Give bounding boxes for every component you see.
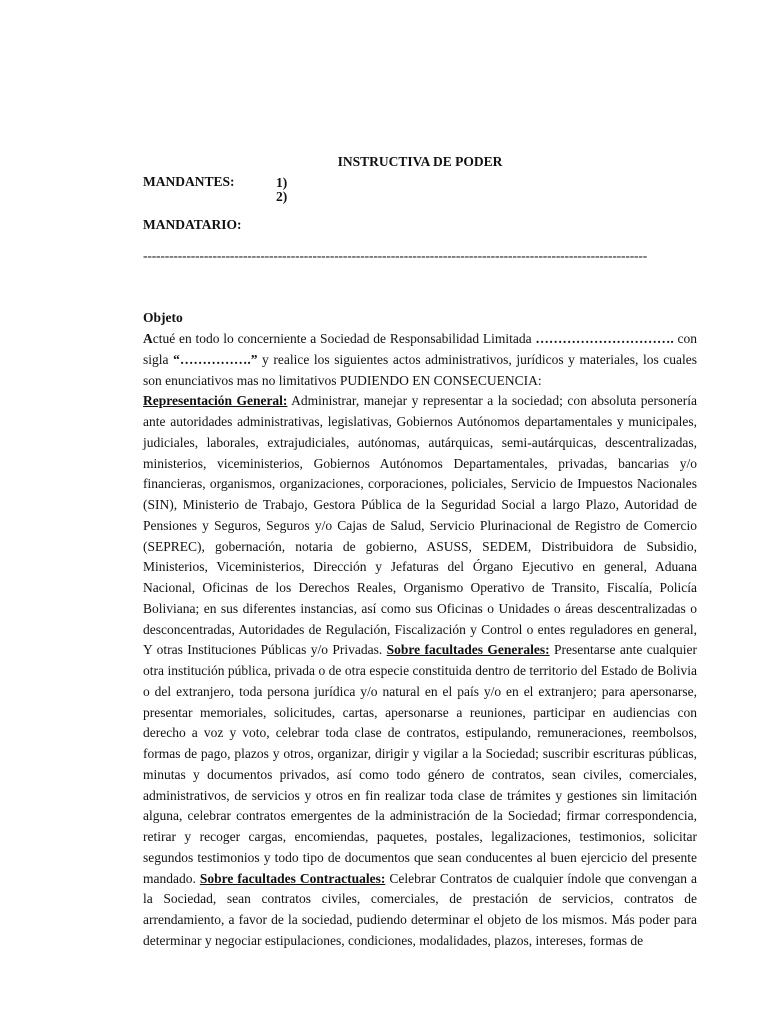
facultades-generales-text: Presentarse ante cualquier otra institución pública, privada o de otra especie constituida dentro de territorio del Estado de Bolivia o del extranjero, toda persona jurídica y/o natural en el país y/o en el extranjero; para apersonarse, presentar memoriales, solicitudes, cartas, apersonarse a reuniones, participar en audiencias con derecho a voz y voto, celebrar toda clase de contratos, estipulando, remuneraciones, reembolsos, formas de pago, plazos y otros, organizar, dirigir y vigilar a la Sociedad; suscribir escrituras públicas, minutas y documentos privados, así como todo género de contratos, sean civiles, comerciales, administrativos, de servicios y otros en fin realizar toda clase de trámites y gestiones sin limitación alguna, celebrar contratos emergentes de la administración de la Sociedad; firmar correspondencia, retirar y recoger cargas, encomiendas, paquetes, postales, legalizaciones, testimonios, solicitar segundos testimonios y todo tipo de documentos que sean conducentes al buen ejercicio del presente mandado. [143,642,697,886]
sociedad-name-blank: …………………………. [535,331,674,346]
mandatario-label: MANDATARIO: [143,217,242,232]
mandante-item-2: 2) [276,189,288,204]
facultades-generales-heading: Sobre facultades Generales: [386,642,550,658]
facultades-contractuales-text: Celebrar Contratos de cualquier índole que convengan a la Sociedad, sean contratos civiles, comerciales, de prestación de servicios, contratos de arrendamiento, a favor de la sociedad, pudiendo determinar el objeto de los mismos. Más poder para determinar y negociar estipulaciones, condiciones, modalidades, plazos, intereses, formas de [143,870,697,948]
representacion-general-text: Administrar, manejar y representar a la sociedad; con absoluta personería ante autoridades administrativas, legislativas, Gobiernos Autónomos departamentales y municipales, judiciales, laborales, extrajudiciales, autónomas, autárquicas, semi-autárquicas, descentralizadas, ministerios, viceministerios, Gobiernos Autónomos Departamentales, privadas, bancarias y/o financieras, organismos, organizaciones, corporaciones, policiales, Servicio de Impuestos Nacionales (SIN), Ministerio de Trabajo, Gestora Pública de la Seguridad Social a largo Plazo, Autoridad de Pensiones y Seguros, Seguros y/o Cajas de Salud, Servicio Plurinacional de Registro de Comercio (SEPREC), gobernación, notaria de gobierno, ASUSS, SEDEM, Distribuidora de Subsidio, Ministerios, Viceministerios, Dirección y Jefaturas del Órgano Ejecutivo en general, Aduana Nacional, Oficinas de los Derechos Reales, Organismo Operativo de Transito, Fiscalía, Policía Boliviana; en sus diferentes instancias, así como sus Oficinas o Unidades o áreas descentralizadas o desconcentradas, Autoridades de Regulación, Fiscalización y Control o entes reguladores en general, Y otras Instituciones Públicas y/o Privadas. [143,393,697,658]
intro-first-letter: A [143,331,153,346]
objeto-body [143,329,697,952]
facultades-contractuales-heading: Sobre facultades Contractuales: [199,870,386,886]
sigla-blank: “…………….” [173,351,258,367]
separator-line: -------------------------------------------------------------------------------------------------------------------- [143,248,648,263]
representacion-general-heading: Representación General: [143,393,288,409]
mandantes-label: MANDANTES: [143,174,235,189]
mandante-item-1: 1) [276,175,288,190]
document-title: INSTRUCTIVA DE PODER [337,154,503,169]
intro-continuation: y realice los siguientes actos administrativos, jurídicos y materiales, los cuales son enunciativos mas no limitativos PUDIENDO EN CONSECUENCIA: [143,351,698,388]
sigla-prefix: con sigla [143,331,697,367]
intro-text: ctué en todo lo concerniente a Sociedad de Responsabilidad Limitada [152,331,536,346]
objeto-heading: Objeto [143,310,183,325]
